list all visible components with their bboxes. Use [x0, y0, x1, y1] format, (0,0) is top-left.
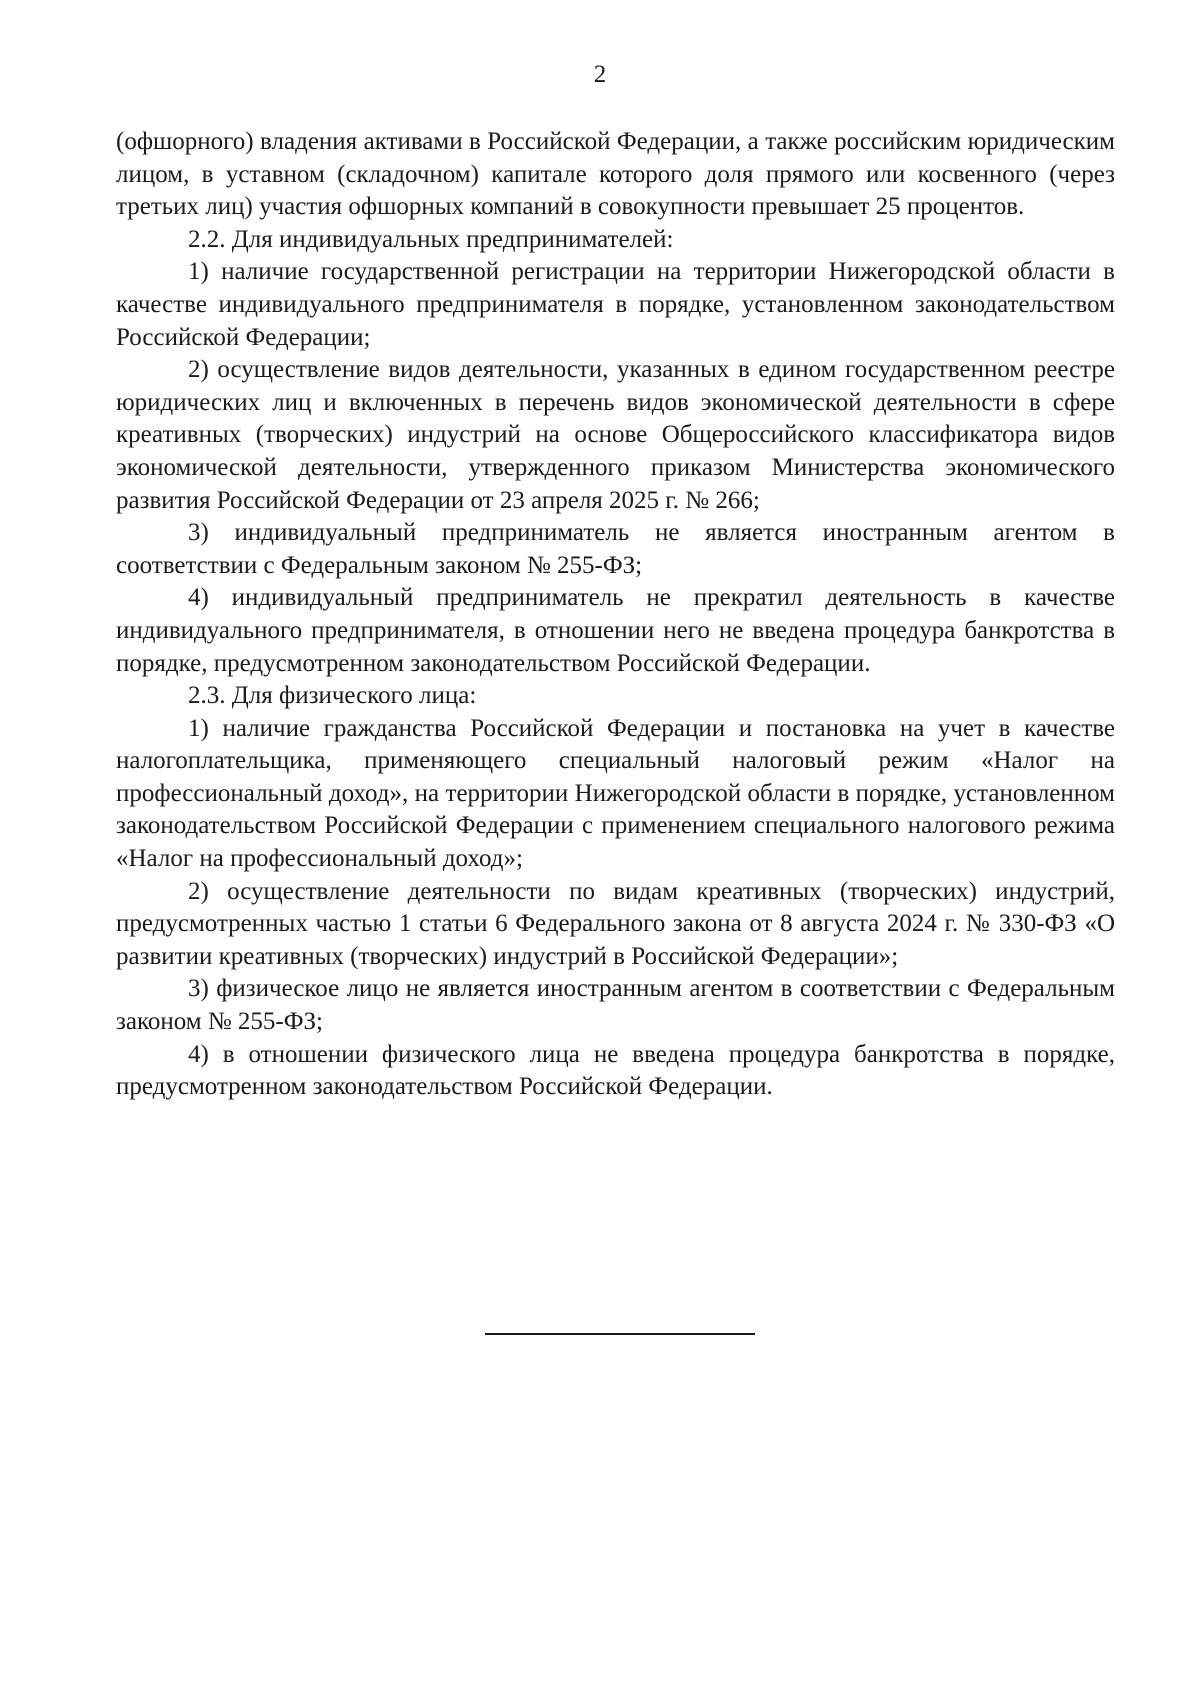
list-item-2-2-1: 1) наличие государственной регистрации на территории Нижегородской области в качестве индивидуального предпринимателя в порядке, установленном законодательством Российской Федерации;	[116, 258, 1115, 351]
end-of-document-rule	[485, 1333, 755, 1335]
list-item-2-3-4: 4) в отношении физического лица не введена процедура банкротства в порядке, предусмотренном законодательством Российской Федерации.	[116, 1040, 1115, 1101]
list-item-2-2-4: 4) индивидуальный предприниматель не прекратил деятельность в качестве индивидуального предпринимателя, в отношении него не введена процедура банкротства в порядке, предусмотренном законодательством Российской Федерации.	[116, 584, 1115, 677]
list-item-2-3-3: 3) физическое лицо не является иностранным агентом в соответствии с Федеральным законом № 255-ФЗ;	[116, 975, 1115, 1036]
document-body	[116, 126, 1115, 1104]
paragraph-offshore-continuation: (офшорного) владения активами в Российской Федерации, а также российским юридическим лицом, в уставном (складочном) капитале которого доля прямого или косвенного (через третьих лиц) участия офшорных компаний в совокупности превышает 25 процентов.	[116, 128, 1115, 221]
page-number: 2	[593, 61, 607, 88]
list-item-2-2-3: 3) индивидуальный предприниматель не является иностранным агентом в соответствии с Федеральным законом № 255-ФЗ;	[116, 519, 1115, 579]
section-heading-2-3: 2.3. Для физического лица:	[188, 682, 477, 710]
list-item-2-3-2: 2) осуществление деятельности по видам креативных (творческих) индустрий, предусмотренных частью 1 статьи 6 Федерального закона от 8 августа 2024 г. № 330-ФЗ «О развитии креативных (творческих) индустрий в Российской Федерации»;	[116, 877, 1115, 970]
list-item-2-2-2: 2) осуществление видов деятельности, указанных в едином государственном реестре юридических лиц и включенных в перечень видов экономической деятельности в сфере креативных (творческих) индустрий на основе Общероссийского классификатора видов экономической деятельности, утвержденного приказом Министерства экономического развития Российской Федерации от 23 апреля 2025 г. № 266;	[116, 356, 1115, 514]
section-heading-2-2: 2.2. Для индивидуальных предпринимателей:	[188, 225, 674, 253]
list-item-2-3-1: 1) наличие гражданства Российской Федерации и постановка на учет в качестве налогоплательщика, применяющего специальный налоговый режим «Налог на профессиональный доход», на территории Нижегородской области в порядке, установленном законодательством Российской Федерации с применением специального налогового режима «Налог на профессиональный доход»;	[116, 714, 1115, 873]
